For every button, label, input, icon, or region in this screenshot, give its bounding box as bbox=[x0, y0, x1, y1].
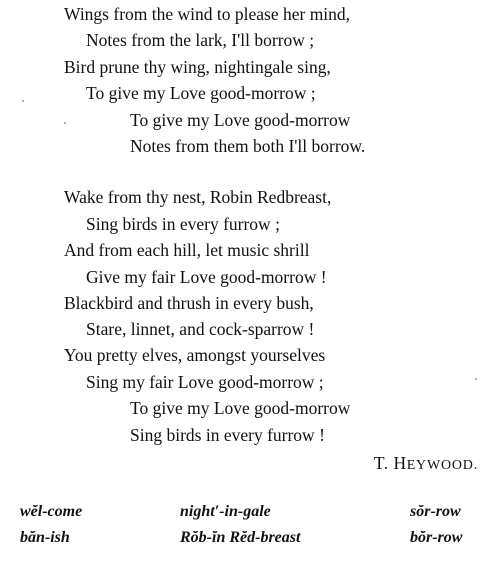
poem-line: Notes from them both I'll borrow. bbox=[130, 136, 366, 156]
poem-line: Give my fair Love good-morrow ! bbox=[86, 267, 327, 287]
poem-line: Blackbird and thrush in every bush, bbox=[64, 293, 314, 313]
author-surname-rest: EYWOOD. bbox=[406, 458, 478, 473]
poem-line: To give my Love good-morrow bbox=[130, 110, 351, 130]
poem-line: Wake from thy nest, Robin Redbreast, bbox=[64, 187, 332, 207]
speck-mark bbox=[22, 100, 24, 102]
poem-line: Notes from the lark, I'll borrow ; bbox=[86, 30, 315, 50]
poem-line: Stare, linnet, and cock-sparrow ! bbox=[86, 319, 315, 339]
poem-line: You pretty elves, amongst yourselves bbox=[64, 345, 326, 365]
poem-line: To give my Love good-morrow ; bbox=[86, 83, 316, 103]
vocab-word: Rŏb-ĭn Rĕd-breast bbox=[180, 529, 301, 546]
poem-line: Wings from the wind to please her mind, bbox=[64, 4, 351, 24]
vocab-word: băn-ish bbox=[20, 529, 70, 546]
vocab-word: sŏr-row bbox=[410, 503, 461, 520]
vocab-word: night′-in-gale bbox=[180, 503, 271, 520]
vocab-word: bŏr-row bbox=[410, 529, 463, 546]
author-initial: T. bbox=[373, 453, 389, 473]
speck-mark bbox=[64, 122, 66, 124]
poem-line: And from each hill, let music shrill bbox=[64, 240, 310, 260]
author-signature bbox=[374, 453, 478, 474]
vocab-word: wĕl-come bbox=[20, 503, 83, 520]
poem-line: Sing birds in every furrow ; bbox=[86, 214, 280, 234]
poem-line: To give my Love good-morrow bbox=[130, 398, 351, 418]
poem-line: Sing my fair Love good-morrow ; bbox=[86, 372, 324, 392]
poem-line: Sing birds in every furrow ! bbox=[130, 425, 325, 445]
author-surname-cap: H bbox=[393, 453, 407, 473]
speck-mark bbox=[475, 378, 477, 380]
poem-line: Bird prune thy wing, nightingale sing, bbox=[64, 57, 331, 77]
